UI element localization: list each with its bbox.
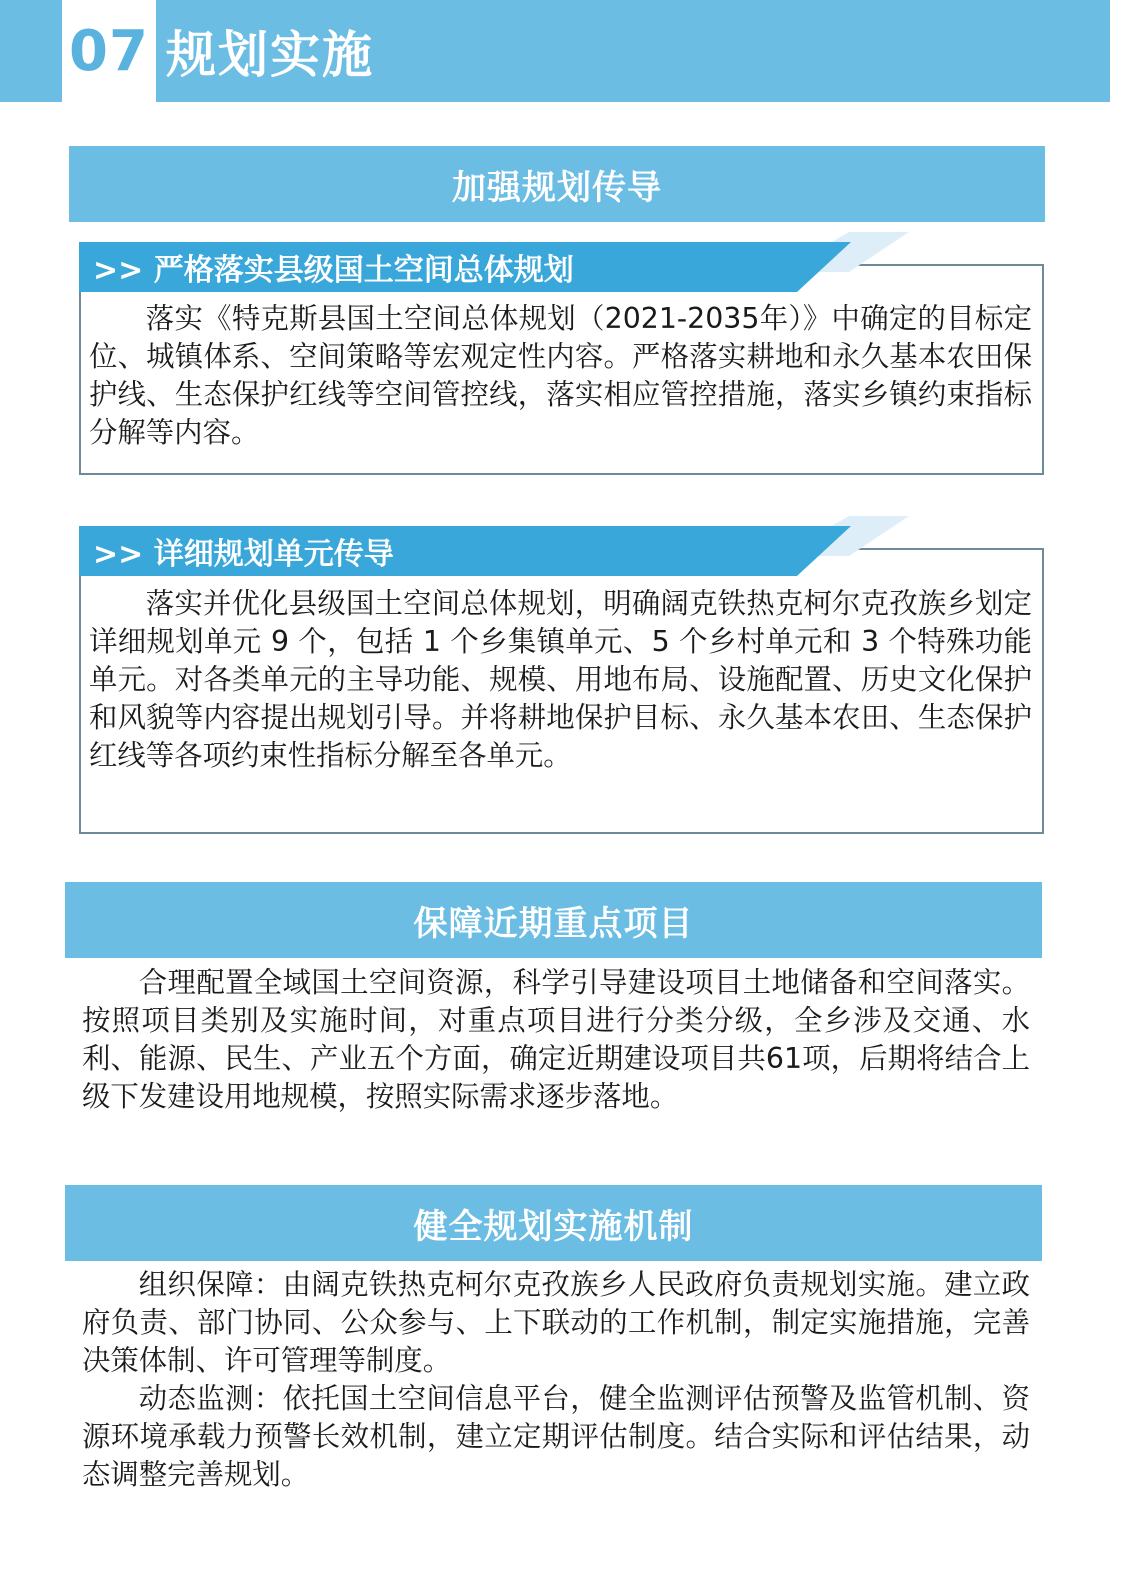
paragraph-key-projects: 合理配置全域国土空间资源，科学引导建设项目土地储备和空间落实。按照项目类别及实施时间，对重点项目进行分类分级，全乡涉及交通、水利、能源、民生、产业五个方面，确定近期建设项目共61项，后期将结合上级下发建设用地规模，按照实际需求逐步落地。: [82, 966, 1030, 1113]
chapter-title: 规划实施: [166, 26, 374, 84]
subsection-title-detailed-units: >> 详细规划单元传导: [93, 537, 394, 572]
section-title-key-projects: 保障近期重点项目: [65, 882, 1042, 958]
paragraph-organization-guarantee: 组织保障：由阔克铁热克柯尔克孜族乡人民政府负责规划实施。建立政府负责、部门协同、公众参与、上下联动的工作机制，制定实施措施，完善决策体制、许可管理等制度。: [82, 1268, 1030, 1377]
subsection-title-county-plan: >> 严格落实县级国土空间总体规划: [93, 253, 574, 288]
subsection-header-county-plan: [79, 232, 919, 292]
subsection-header-detailed-units: [79, 516, 919, 576]
chapter-number: 07: [62, 0, 156, 102]
paragraph-detailed-units: 落实并优化县级国土空间总体规划，明确阔克铁热克柯尔克孜族乡划定详细规划单元 9 个，包括 1 个乡集镇单元、5 个乡村单元和 3 个特殊功能单元。对各类单元的主导功能、规模、用地布局、设施配置、历史文化保护和风貌等内容提出规划引导。并将耕地保护目标、永久基本农田、生态保护红线等各项约束性指标分解至各单元。: [89, 587, 1032, 772]
section-title-strengthen-transmission: 加强规划传导: [69, 146, 1045, 222]
paragraph-dynamic-monitoring: 动态监测：依托国土空间信息平台，健全监测评估预警及监管机制、资源环境承载力预警长效机制，建立定期评估制度。结合实际和评估结果，动态调整完善规划。: [82, 1382, 1030, 1491]
paragraph-county-plan: 落实《特克斯县国土空间总体规划（2021-2035年）》中确定的目标定位、城镇体系、空间策略等宏观定性内容。严格落实耕地和永久基本农田保护线、生态保护红线等空间管控线，落实相应管控措施，落实乡镇约束指标分解等内容。: [89, 302, 1032, 449]
section-title-implementation-mechanism: 健全规划实施机制: [65, 1185, 1042, 1261]
